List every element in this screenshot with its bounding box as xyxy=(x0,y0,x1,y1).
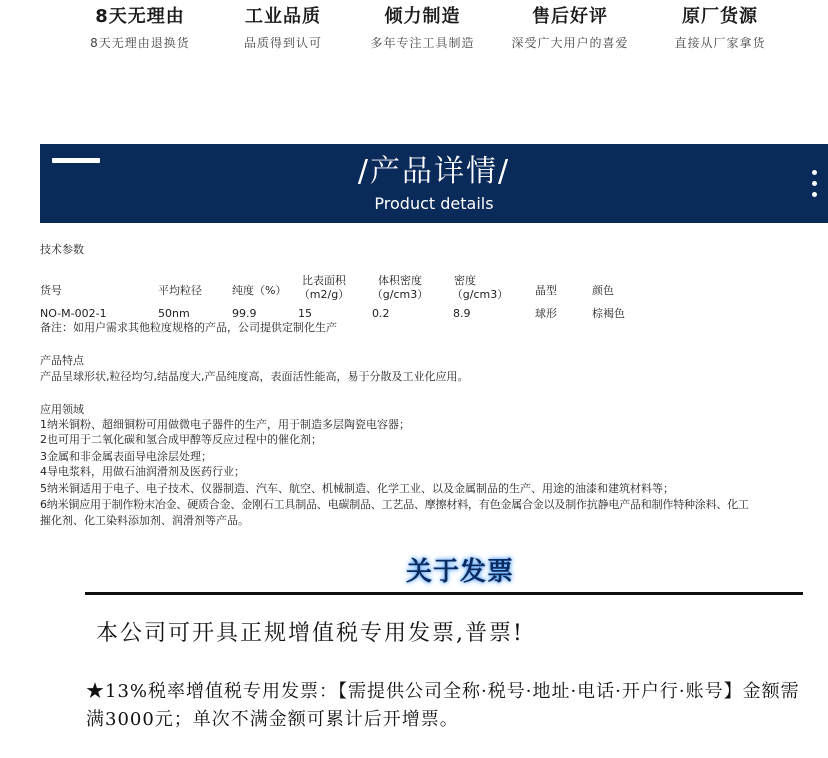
spec-value-density: 8.9 xyxy=(453,307,471,320)
spec-header-avg-size: 平均粒径 xyxy=(158,284,202,297)
service-title: 原厂货源 xyxy=(682,6,758,27)
service-item xyxy=(505,4,635,52)
application-item: 4导电浆料，用做石油润滑剂及医药行业； xyxy=(40,465,245,478)
application-item: 6纳米铜应用于制作粉末冶金、硬质合金、金刚石工具制品、电碳制品、工艺品、摩擦材料，有色金属合金以及制作抗静电产品和制作特种涂料、化工 xyxy=(40,498,749,511)
spec-header-crystal: 晶型 xyxy=(535,284,557,297)
service-item xyxy=(70,4,210,52)
service-subtitle: 8天无理由退换货 xyxy=(90,36,190,50)
application-item: 5纳米铜适用于电子、电子技术、仪器制造、汽车、航空、机械制造、化学工业、以及金属制品的生产、用途的油漆和建筑材料等； xyxy=(40,482,674,495)
divider xyxy=(85,592,803,595)
banner-title: /产品详情/ xyxy=(357,154,511,189)
spec-note: 备注：如用户需求其他粒度规格的产品，公司提供定制化生产 xyxy=(40,321,337,334)
service-item xyxy=(660,4,780,52)
service-title: 工业品质 xyxy=(245,6,321,27)
service-title: 倾力制造 xyxy=(384,6,461,27)
spec-value-bulk-density: 0.2 xyxy=(372,307,390,320)
spec-value-color: 棕褐色 xyxy=(592,307,625,320)
spec-header-bulk-density: 体积密度 （g/cm3） xyxy=(371,274,429,301)
application-item: 摧化剂、化工染料添加剂、润滑剂等产品。 xyxy=(40,514,249,527)
service-subtitle: 品质得到认可 xyxy=(243,36,322,50)
spec-value-item-no: NO-M-002-1 xyxy=(40,307,107,320)
service-strip xyxy=(0,0,828,64)
application-item: 1纳米铜粉、超细铜粉可用做微电子器件的生产，用于制造多层陶瓷电容器； xyxy=(40,418,410,431)
service-title: 8天无理由 xyxy=(95,6,185,27)
spec-value-crystal: 球形 xyxy=(535,307,557,320)
features-text: 产品呈球形状,粒径均匀,结晶度大,产品纯度高，表面活性能高，易于分散及工业化应用。 xyxy=(40,370,469,383)
application-item: 2也可用于二氧化碳和氢合成甲醇等反应过程中的催化剂； xyxy=(40,433,322,446)
invoice-requirements: ★13%税率增值税专用发票：【需提供公司全称·税号·地址·电话·开户行·账号】金额需满3000元；单次不满金额可累计后开增票。 xyxy=(86,681,800,730)
more-menu-icon[interactable] xyxy=(812,170,818,200)
service-item xyxy=(228,4,338,52)
spec-header-density: 密度 （g/cm3） xyxy=(451,274,509,301)
spec-header-surface-area: 比表面积 （m2/g） xyxy=(298,274,350,301)
spec-header-color: 颜色 xyxy=(592,284,614,297)
service-item xyxy=(355,4,490,52)
spec-section-title: 技术参数 xyxy=(40,243,84,256)
invoice-title: 关于发票 xyxy=(405,557,514,587)
spec-value-purity: 99.9 xyxy=(232,307,257,320)
service-subtitle: 深受广大用户的喜爱 xyxy=(511,36,629,50)
application-item: 3金属和非金属表面导电涂层处理； xyxy=(40,450,212,463)
product-details-banner xyxy=(40,144,828,223)
service-subtitle: 直接从厂家拿货 xyxy=(674,36,766,50)
spec-header-purity: 纯度（%） xyxy=(232,284,287,297)
applications-title: 应用领域 xyxy=(40,403,84,416)
spec-value-avg-size: 50nm xyxy=(158,307,190,320)
features-title: 产品特点 xyxy=(40,354,84,367)
service-title: 售后好评 xyxy=(532,6,608,27)
service-subtitle: 多年专注工具制造 xyxy=(370,36,475,50)
spec-header-item-no: 货号 xyxy=(40,284,62,297)
invoice-statement: 本公司可开具正规增值税专用发票,普票! xyxy=(96,621,524,646)
spec-value-surface-area: 15 xyxy=(298,307,312,320)
banner-subtitle: Product details xyxy=(374,194,494,213)
